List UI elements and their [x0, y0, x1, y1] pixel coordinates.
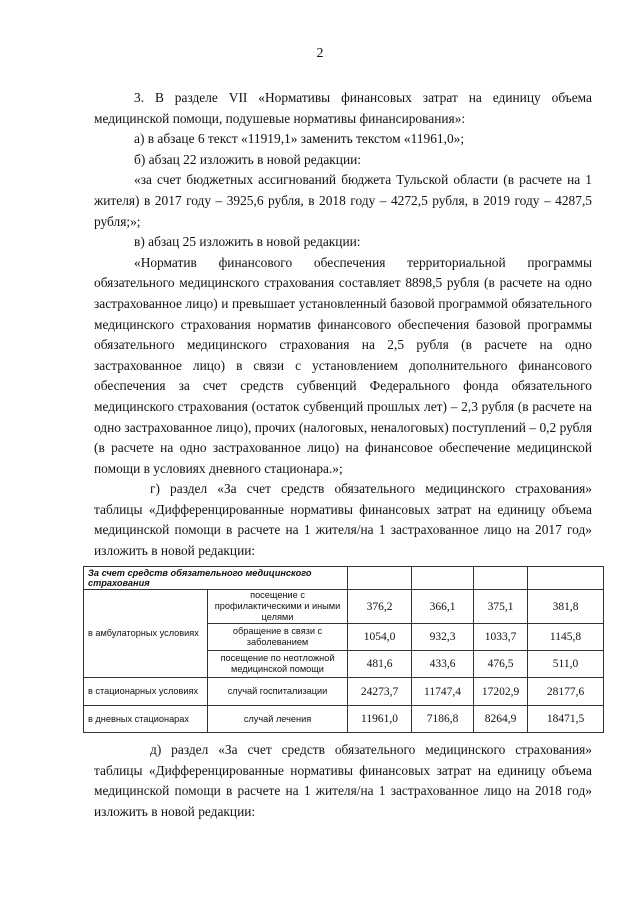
table-cell: 1145,8: [528, 624, 604, 651]
table-cell: 376,2: [348, 590, 412, 624]
paragraph-v: в) абзац 25 изложить в новой редакции:: [134, 234, 361, 250]
table-row: [84, 590, 604, 624]
table-header: За счет средств обязательного медицинского страхования: [84, 567, 348, 590]
table-cell: 7186,8: [412, 706, 474, 733]
paragraph-b: б) абзац 22 изложить в новой редакции:: [134, 151, 361, 167]
table-cell: 11961,0: [348, 706, 412, 733]
row-sub-label: случай лечения: [208, 706, 348, 733]
table-cell: 433,6: [412, 651, 474, 678]
table-cell: 18471,5: [528, 706, 604, 733]
row-sub-label: случай госпитализации: [208, 678, 348, 706]
paragraph-g: г) раздел «За счет средств обязательного медицинского страхования» таблицы «Дифференцированные нормативы финансовых затрат на единицу объема медицинской помощи в расчете на 1 жителя/на 1 застрахованное лицо на 2017 год» изложить в новой редакции:: [94, 481, 592, 559]
paragraph-a: а) в абзаце 6 текст «11919,1» заменить текстом «11961,0»;: [134, 131, 465, 147]
norms-table: [83, 566, 604, 733]
table-cell: 11747,4: [412, 678, 474, 706]
paragraph-section-7: 3. В разделе VII «Нормативы финансовых затрат на единицу объема медицинской помощи, подушевые нормативы финансирования»:: [94, 90, 592, 126]
table-cell: 481,6: [348, 651, 412, 678]
table-row: [84, 706, 604, 733]
table-cell: 381,8: [528, 590, 604, 624]
body-text-top: [94, 88, 592, 562]
row-label: в стационарных условиях: [84, 678, 208, 706]
table-cell: 932,3: [412, 624, 474, 651]
page-number: 2: [316, 46, 324, 61]
paragraph-v-quote: «Норматив финансового обеспечения территориальной программы обязательного медицинского страхования составляет 8898,5 рубля (в расчете на одно застрахованное лицо) и превышает установленный базовой программой обязательного медицинского страхования норматив финансового обеспечения базовой программы обязательного медицинского страхования на 2,5 рубля (в расчете на одно застрахованное лицо) в связи с установлением дополнительного финансового обеспечения за счет средств субвенций Федерального фонда обязательного медицинского страхования (остаток субвенций прошлых лет) – 2,3 рубля (в расчете на одно застрахованное лицо), прочих (налоговых, неналоговых) поступлений – 0,2 рубля (в расчете на одно застрахованное лицо) на финансовое обеспечение медицинской помощи в условиях дневного стационара.»;: [94, 254, 592, 476]
body-text-bottom: [94, 740, 592, 822]
table-row: [84, 678, 604, 706]
row-sub-label: посещение с профилактическими и иными целями: [208, 590, 348, 624]
table-cell: 28177,6: [528, 678, 604, 706]
table-cell: 1033,7: [474, 624, 528, 651]
table-cell: 375,1: [474, 590, 528, 624]
table-cell: 1054,0: [348, 624, 412, 651]
row-sub-label: посещение по неотложной медицинской помощи: [208, 651, 348, 678]
table-cell: 476,5: [474, 651, 528, 678]
paragraph-b-quote: «за счет бюджетных ассигнований бюджета Тульской области (в расчете на 1 жителя) в 2017 году – 3925,6 рубля, в 2018 году – 4272,5 рубля, в 2019 году – 4287,5 рубля;»;: [94, 172, 592, 229]
row-sub-label: обращение в связи с заболеванием: [208, 624, 348, 651]
table-cell: 8264,9: [474, 706, 528, 733]
ambulatory-label: в амбулаторных условиях: [84, 590, 208, 678]
table-cell: 366,1: [412, 590, 474, 624]
table-header-row: [84, 567, 604, 590]
paragraph-d: д) раздел «За счет средств обязательного медицинского страхования» таблицы «Дифференцированные нормативы финансовых затрат на единицу объема медицинской помощи в расчете на 1 жителя/на 1 застрахованное лицо на 2018 год» изложить в новой редакции:: [94, 742, 592, 819]
row-label: в дневных стационарах: [84, 706, 208, 733]
table-cell: 24273,7: [348, 678, 412, 706]
table-cell: 17202,9: [474, 678, 528, 706]
table-cell: 511,0: [528, 651, 604, 678]
